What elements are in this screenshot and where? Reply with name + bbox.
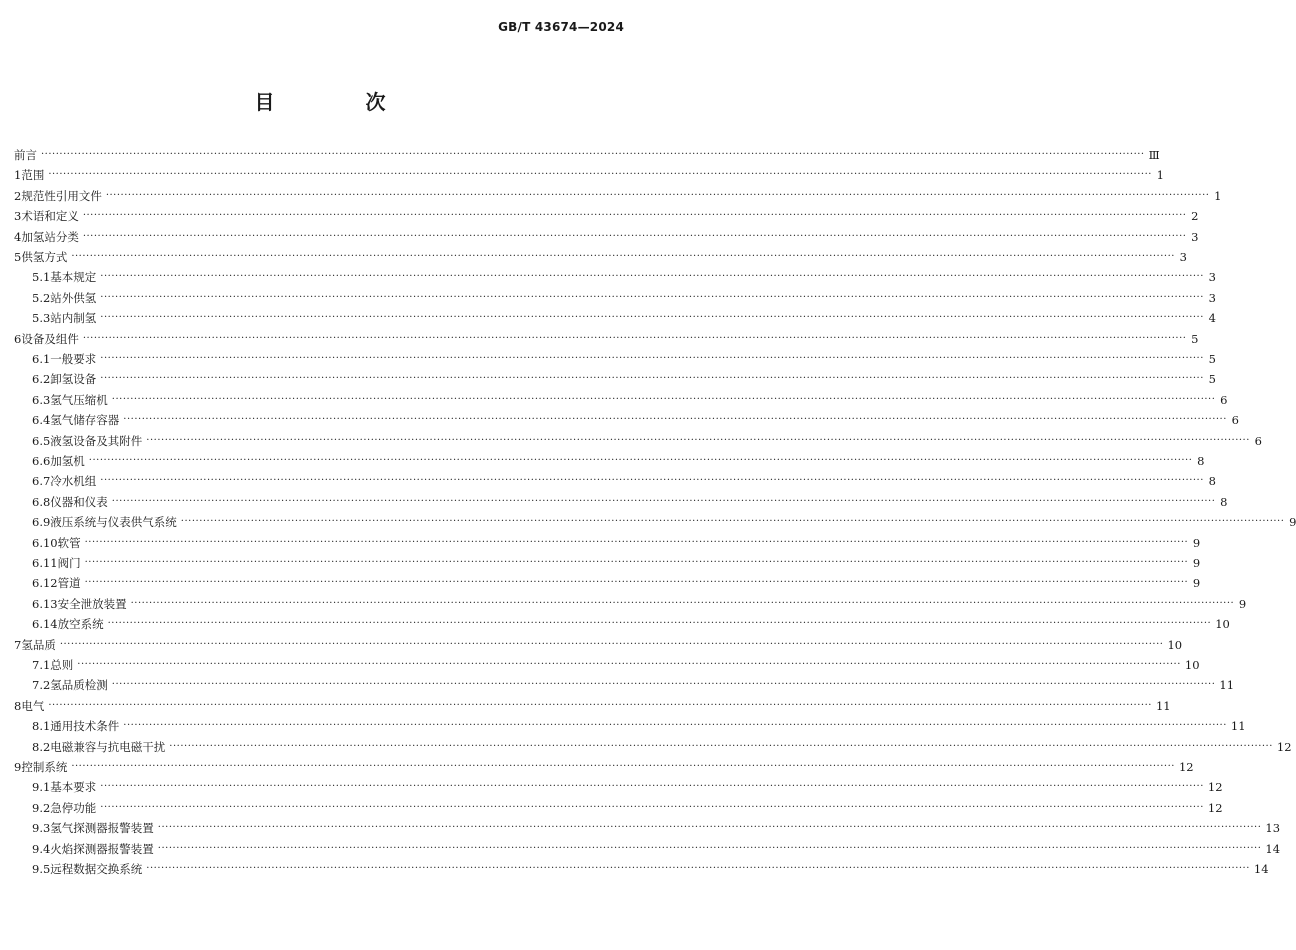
toc-title: 目 次 (254, 90, 428, 114)
toc-entry-page: 12 (1276, 739, 1292, 754)
toc-entry-label: 氢品质 (21, 637, 56, 652)
toc-entry-number: 7 (14, 637, 22, 652)
toc-entry[interactable] (0, 596, 1247, 612)
toc-entry-number: 8 (14, 698, 22, 713)
toc-leader-dots: ············································································································································································································································································································ (111, 495, 1216, 507)
toc-leader-dots: ············································································································································································································································································································ (84, 536, 1189, 548)
toc-entry-page: 5 (1191, 331, 1199, 346)
toc-entry-label: 规范性引用文件 (21, 188, 102, 203)
toc-entry-label: 通用技术条件 (50, 719, 120, 734)
toc-entry-number: 6.14 (32, 617, 58, 632)
toc-leader-dots: ············································································································································································································································································································ (123, 720, 1227, 732)
toc-entry[interactable] (0, 290, 1216, 306)
toc-entry-number: 6.5 (32, 433, 51, 448)
toc-leader-dots: ············································································································································································································································································································ (82, 230, 1187, 242)
toc-entry[interactable] (0, 698, 1171, 714)
toc-entry[interactable] (0, 351, 1216, 367)
toc-entry-label: 火焰探测器报警装置 (50, 841, 154, 856)
toc-entry-number: 6.6 (32, 454, 51, 468)
toc-entry-label: 设备及组件 (21, 331, 79, 346)
toc-entry[interactable] (0, 779, 1223, 795)
toc-entry-number: 6.13 (32, 596, 58, 611)
toc-entry[interactable] (0, 494, 1228, 510)
toc-entry-label: 远程数据交换系统 (50, 862, 143, 876)
toc-entry[interactable] (0, 759, 1194, 775)
toc-leader-dots: ············································································································································································································································································································ (169, 740, 1273, 752)
toc-entry-number: 3 (14, 209, 22, 224)
toc-leader-dots: ············································································································································································································································································································ (48, 169, 1152, 181)
toc-entry[interactable] (0, 861, 1269, 877)
toc-entry-page: 11 (1155, 698, 1171, 713)
toc-leader-dots: ············································································································································································································································································································ (146, 434, 1250, 446)
toc-leader-dots: ············································································································································································································································································································ (111, 679, 1216, 691)
toc-entry[interactable] (0, 433, 1262, 449)
toc-entry-number: 6.2 (32, 372, 51, 387)
toc-entry-label: 站外供氢 (50, 290, 97, 305)
toc-entry-page: 8 (1220, 494, 1228, 509)
toc-entry-page: 12 (1207, 780, 1223, 795)
toc-entry[interactable] (0, 229, 1199, 245)
toc-entry-page: 1 (1156, 168, 1164, 183)
toc-entry-page: 11 (1230, 719, 1246, 734)
toc-entry[interactable] (0, 739, 1292, 755)
toc-leader-dots: ············································································································································································································································································································ (84, 577, 1189, 589)
toc-entry-label: 氢气探测器报警装置 (50, 821, 154, 836)
toc-entry[interactable] (0, 555, 1201, 571)
toc-entry-number: 9.2 (32, 800, 51, 815)
toc-entry-label: 卸氢设备 (50, 372, 97, 387)
toc-entry[interactable] (0, 575, 1201, 591)
toc-entry[interactable] (0, 208, 1199, 224)
toc-entry-number: 8.1 (32, 719, 51, 734)
toc-entry-label: 站内制氢 (50, 311, 97, 326)
toc-entry-page: 3 (1191, 229, 1199, 244)
toc-entry-number: 6.10 (32, 535, 58, 550)
toc-entry-label: 氢气压缩机 (50, 392, 108, 407)
toc-entry-page: 4 (1208, 311, 1216, 326)
toc-entry[interactable] (0, 331, 1199, 347)
toc-leader-dots: ············································································································································································································································································································ (77, 659, 1181, 670)
toc-entry-label: 软管 (57, 535, 81, 550)
toc-entry-page: 12 (1207, 800, 1223, 815)
toc-leader-dots: ············································································································································································································································································································ (100, 353, 1204, 364)
toc-leader-dots: ············································································································································································································································································································ (105, 189, 1210, 201)
toc-entry-number: 9 (14, 760, 22, 774)
toc-entry-number: 6.8 (32, 494, 51, 509)
toc-entry-page: 3 (1208, 270, 1216, 285)
toc-entry-label: 加氢机 (50, 454, 85, 468)
toc-entry-number: 6.1 (32, 352, 51, 366)
toc-entry[interactable] (0, 412, 1239, 428)
toc-entry-label: 氢气储存容器 (50, 413, 120, 428)
toc-entry[interactable] (0, 188, 1222, 204)
toc-entry-page: 6 (1254, 433, 1262, 448)
toc-leader-dots: ············································································································································································································································································································ (157, 822, 1262, 834)
toc-entry-page: 12 (1178, 760, 1194, 774)
toc-entry-number: 6.3 (32, 392, 51, 407)
toc-leader-dots: ············································································································································································································································································································ (82, 210, 1187, 222)
toc-entry-number: 1 (14, 168, 22, 183)
toc-entry[interactable] (0, 616, 1230, 632)
toc-entry[interactable] (0, 637, 1183, 653)
toc-entry-label: 总则 (50, 658, 74, 672)
toc-entry[interactable] (0, 310, 1216, 326)
toc-entry[interactable] (0, 514, 1296, 530)
toc-entry-page: 8 (1197, 454, 1205, 468)
toc-entry[interactable] (0, 820, 1281, 836)
toc-entry-label: 急停功能 (50, 800, 97, 815)
toc-leader-dots: ············································································································································································································································································································ (59, 638, 1164, 650)
toc-entry-label: 术语和定义 (21, 209, 79, 224)
toc-entry-page: 9 (1238, 596, 1247, 611)
toc-leader-dots: ············································································································································································································································································································ (82, 332, 1187, 344)
toc-entry-page: 10 (1184, 658, 1200, 672)
toc-entry-page: 3 (1179, 250, 1187, 264)
toc-entry-number: 5.1 (32, 270, 51, 285)
toc-entry-page: 13 (1265, 821, 1281, 836)
toc-entry-label: 液压系统与仪表供气系统 (50, 515, 177, 530)
toc-entry-label: 管道 (57, 576, 81, 591)
toc-leader-dots: ············································································································································································································································································································ (100, 475, 1204, 487)
toc-entry-number: 6.9 (32, 515, 51, 530)
toc-entry-page: 5 (1208, 352, 1216, 366)
toc-leader-dots: ············································································································································································································································································································ (88, 455, 1193, 466)
toc-leader-dots: ············································································································································································································································································································ (100, 801, 1204, 813)
toc-entry-page: 6 (1220, 392, 1228, 407)
toc-entry-label: 电气 (21, 698, 45, 713)
toc-entry-number: 5.3 (32, 311, 51, 326)
toc-leader-dots: ············································································································································································································································································································ (100, 271, 1204, 283)
toc-entry-number: 9.3 (32, 821, 51, 836)
toc-entry-number: 9.1 (32, 780, 51, 795)
toc-entry[interactable] (0, 167, 1164, 183)
toc-entry[interactable] (0, 269, 1216, 285)
toc-leader-dots: ············································································································································································································································································································ (107, 618, 1212, 630)
toc-leader-dots: ············································································································································································································································································································ (84, 557, 1189, 568)
toc-entry-page: 1 (1214, 188, 1222, 203)
toc-entry-number: 7.2 (32, 678, 51, 693)
toc-entry[interactable] (0, 371, 1216, 387)
toc-entry-label: 加氢站分类 (21, 229, 79, 244)
toc-entry-page: 8 (1208, 474, 1216, 489)
toc-leader-dots: ············································································································································································································································································································ (180, 516, 1285, 528)
toc-entry-label: 供氢方式 (21, 250, 68, 264)
toc-entry[interactable] (0, 453, 1205, 469)
toc-entry-label: 安全泄放装置 (57, 596, 127, 611)
toc-entry[interactable] (0, 535, 1201, 551)
toc-entry-number: 7.1 (32, 658, 51, 672)
toc-entry-page: 3 (1208, 290, 1216, 305)
toc-entry[interactable] (0, 147, 1160, 163)
toc-entry-page: Ⅲ (1148, 148, 1160, 162)
toc-entry[interactable] (0, 800, 1223, 816)
standard-code: GB/T 43674—2024 (498, 20, 624, 34)
toc-entry-page: 10 (1215, 617, 1230, 632)
toc-entry-label: 基本要求 (50, 780, 97, 795)
toc-entry-page: 14 (1265, 841, 1281, 856)
toc-entry-label: 氢品质检测 (50, 678, 108, 693)
toc-entry[interactable] (0, 841, 1281, 857)
toc-leader-dots: ············································································································································································································································································································ (130, 597, 1235, 609)
toc-entry-number: 6.11 (32, 556, 58, 570)
toc-entry-label: 仪器和仪表 (50, 494, 108, 509)
toc-entry-number: 8.2 (32, 739, 51, 754)
toc-entry-number: 6 (14, 331, 22, 346)
toc-entry-number: 5.2 (32, 290, 51, 305)
toc-entry[interactable] (0, 249, 1187, 265)
toc-entry-page: 9 (1192, 535, 1201, 550)
toc-entry-page: 9 (1289, 515, 1296, 530)
toc-entry-page: 9 (1192, 576, 1201, 591)
toc-entry-number: 9.5 (32, 862, 51, 876)
toc-entry-page: 11 (1219, 678, 1235, 693)
toc-leader-dots: ············································································································································································································································································································ (100, 291, 1204, 303)
toc-entry-number: 5 (14, 250, 22, 264)
toc-entry-number: 6.4 (32, 413, 51, 428)
toc-leader-dots: ············································································································································································································································································································ (100, 312, 1204, 324)
toc-leader-dots: ············································································································································································································································································································ (41, 149, 1145, 160)
toc-entry-page: 14 (1253, 862, 1269, 876)
toc-entry-label: 电磁兼容与抗电磁干扰 (50, 739, 166, 754)
toc-leader-dots: ············································································································································································································································································································ (100, 373, 1204, 385)
toc-entry-label: 基本规定 (50, 270, 97, 285)
toc-leader-dots: ············································································································································································································································································································ (146, 863, 1250, 874)
toc-entry-page: 6 (1231, 413, 1239, 428)
toc-entry[interactable] (0, 677, 1235, 693)
toc-entry-number: 9.4 (32, 841, 51, 856)
toc-leader-dots: ············································································································································································································································································································ (71, 761, 1175, 772)
toc-entry-label: 一般要求 (50, 352, 97, 366)
toc-leader-dots: ············································································································································································································································································································ (111, 393, 1216, 405)
toc-entry[interactable] (0, 657, 1200, 673)
toc-leader-dots: ············································································································································································································································································································ (48, 699, 1152, 711)
toc-leader-dots: ············································································································································································································································································································ (157, 842, 1262, 854)
toc-entry-page: 10 (1167, 637, 1183, 652)
toc-entry-number: 6.7 (32, 474, 51, 489)
toc-entry-number: 2 (14, 188, 22, 203)
toc-entry-number: 4 (14, 229, 22, 244)
toc-leader-dots: ············································································································································································································································································································ (71, 251, 1175, 262)
toc-entry[interactable] (0, 718, 1246, 734)
toc-entry-label: 冷水机组 (50, 474, 97, 489)
toc-entry-label: 前言 (14, 148, 37, 162)
toc-leader-dots: ············································································································································································································································································································ (123, 414, 1227, 426)
toc-entry[interactable] (0, 392, 1228, 408)
toc-entry-label: 阀门 (57, 556, 81, 570)
toc-entry[interactable] (0, 473, 1216, 489)
toc-entry-label: 放空系统 (57, 617, 104, 632)
toc-entry-label: 范围 (21, 168, 45, 183)
toc-leader-dots: ············································································································································································································································································································ (100, 781, 1204, 793)
toc-entry-label: 液氢设备及其附件 (50, 433, 143, 448)
toc-entry-number: 6.12 (32, 576, 58, 591)
toc-entry-page: 5 (1208, 372, 1216, 387)
toc-entry-label: 控制系统 (21, 760, 68, 774)
toc-entry-page: 9 (1192, 556, 1201, 570)
toc-entry-page: 2 (1191, 209, 1199, 224)
